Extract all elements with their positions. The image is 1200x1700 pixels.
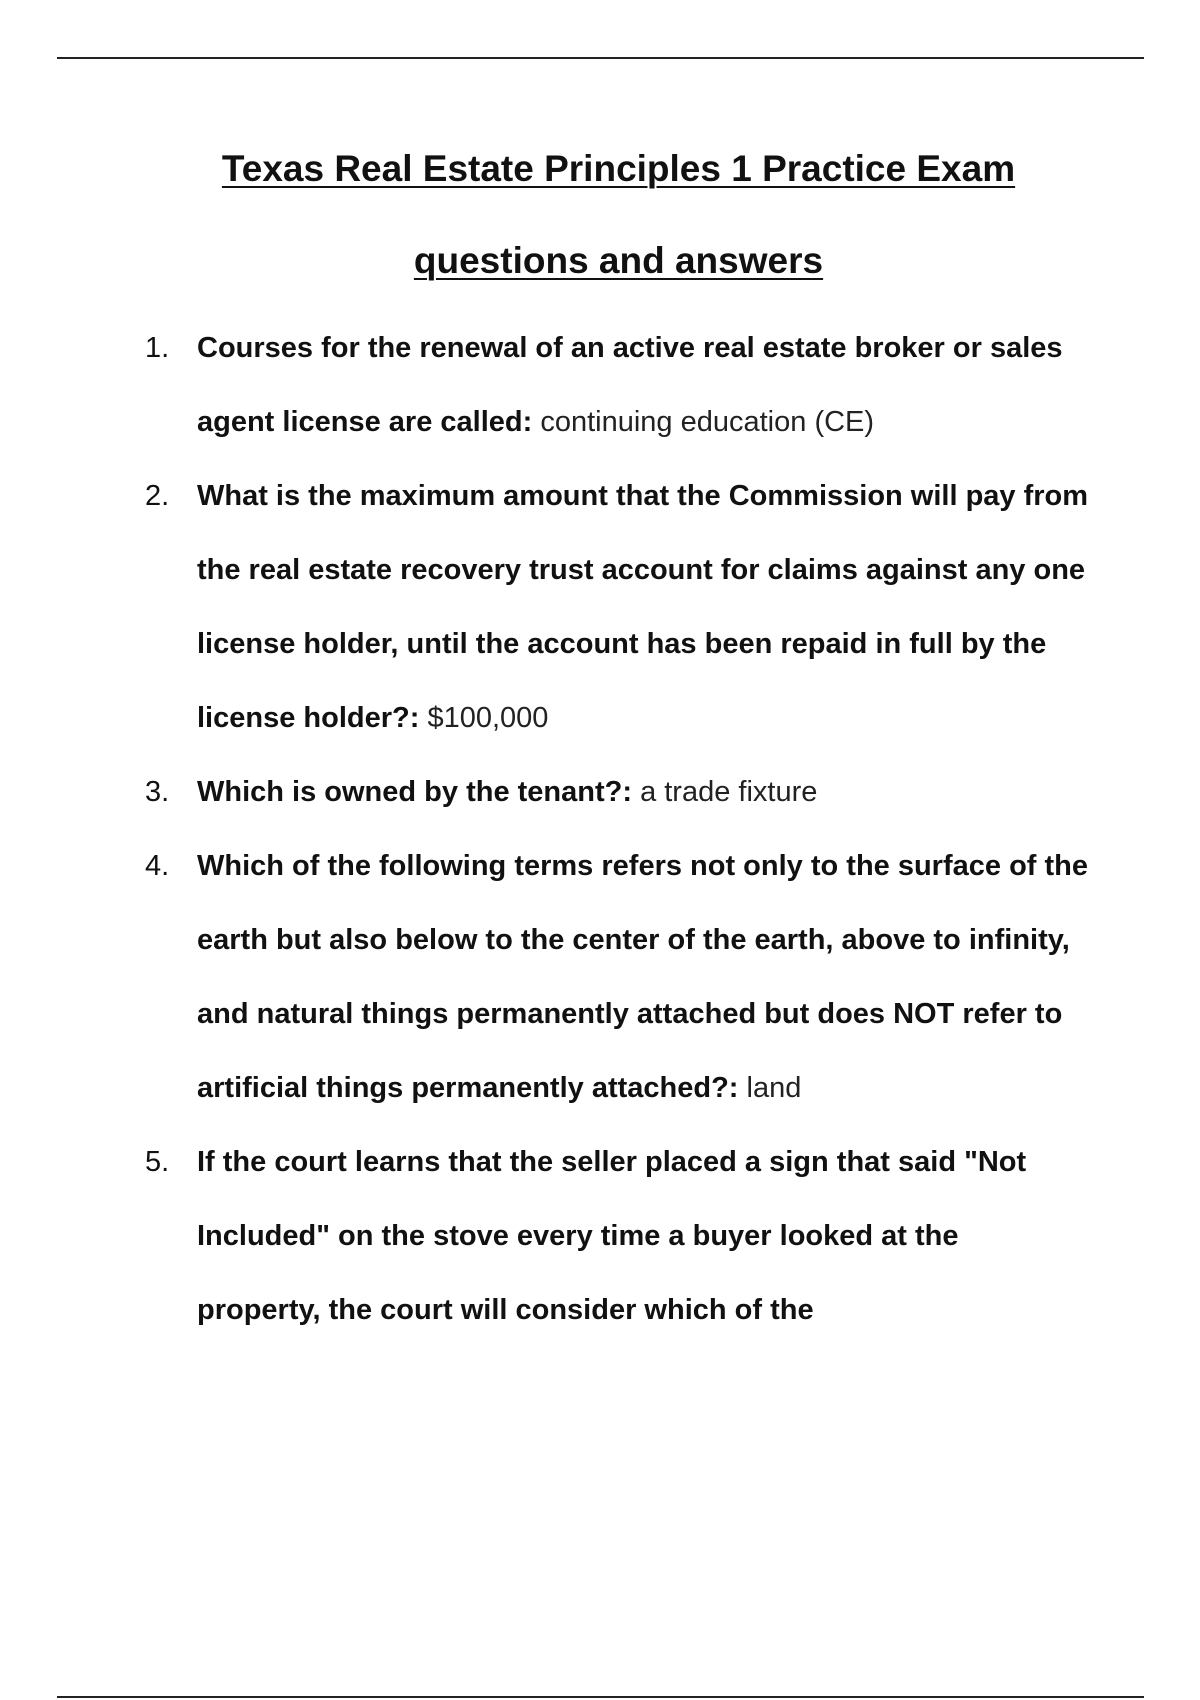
list-item bbox=[0, 1125, 1200, 1347]
question-text: Which of the following terms refers not only to the surface of the earth but also below to the center of the earth, above to infinity, and natural things permanently attached but does NOT refer to artificial things permanently attached?: bbox=[197, 850, 1088, 1104]
list-item bbox=[0, 829, 1200, 1125]
list-item bbox=[0, 459, 1200, 755]
title-line-2: questions and answers bbox=[413, 240, 824, 281]
item-number: 3. bbox=[145, 776, 170, 808]
list-item bbox=[0, 755, 1200, 829]
bottom-rule bbox=[57, 1696, 1144, 1698]
question-text: What is the maximum amount that the Commission will pay from the real estate recovery trust account for claims against any one license holder, until the account has been repaid in full by the license holder?: bbox=[197, 480, 1089, 734]
question-list bbox=[0, 311, 1200, 1347]
question-text: Courses for the renewal of an active real estate broker or sales agent license are called: bbox=[197, 332, 1063, 438]
item-number: 1. bbox=[145, 332, 170, 364]
answer-text: continuing education (CE) bbox=[540, 406, 875, 438]
question-text: Which is owned by the tenant?: bbox=[197, 776, 632, 808]
item-number: 2. bbox=[145, 480, 170, 512]
answer-text: land bbox=[746, 1072, 802, 1104]
question-text: If the court learns that the seller placed a sign that said "Not Included" on the stove every time a buyer looked at the property, the court will consider which of the bbox=[197, 1146, 1027, 1326]
answer-text: $100,000 bbox=[427, 702, 549, 734]
item-number: 5. bbox=[145, 1146, 170, 1178]
item-number: 4. bbox=[145, 850, 170, 882]
list-item bbox=[0, 311, 1200, 459]
document-title bbox=[0, 123, 1200, 307]
title-line-1: Texas Real Estate Principles 1 Practice Exam bbox=[221, 148, 1016, 189]
answer-text: a trade fixture bbox=[640, 776, 818, 808]
top-rule bbox=[57, 57, 1144, 59]
